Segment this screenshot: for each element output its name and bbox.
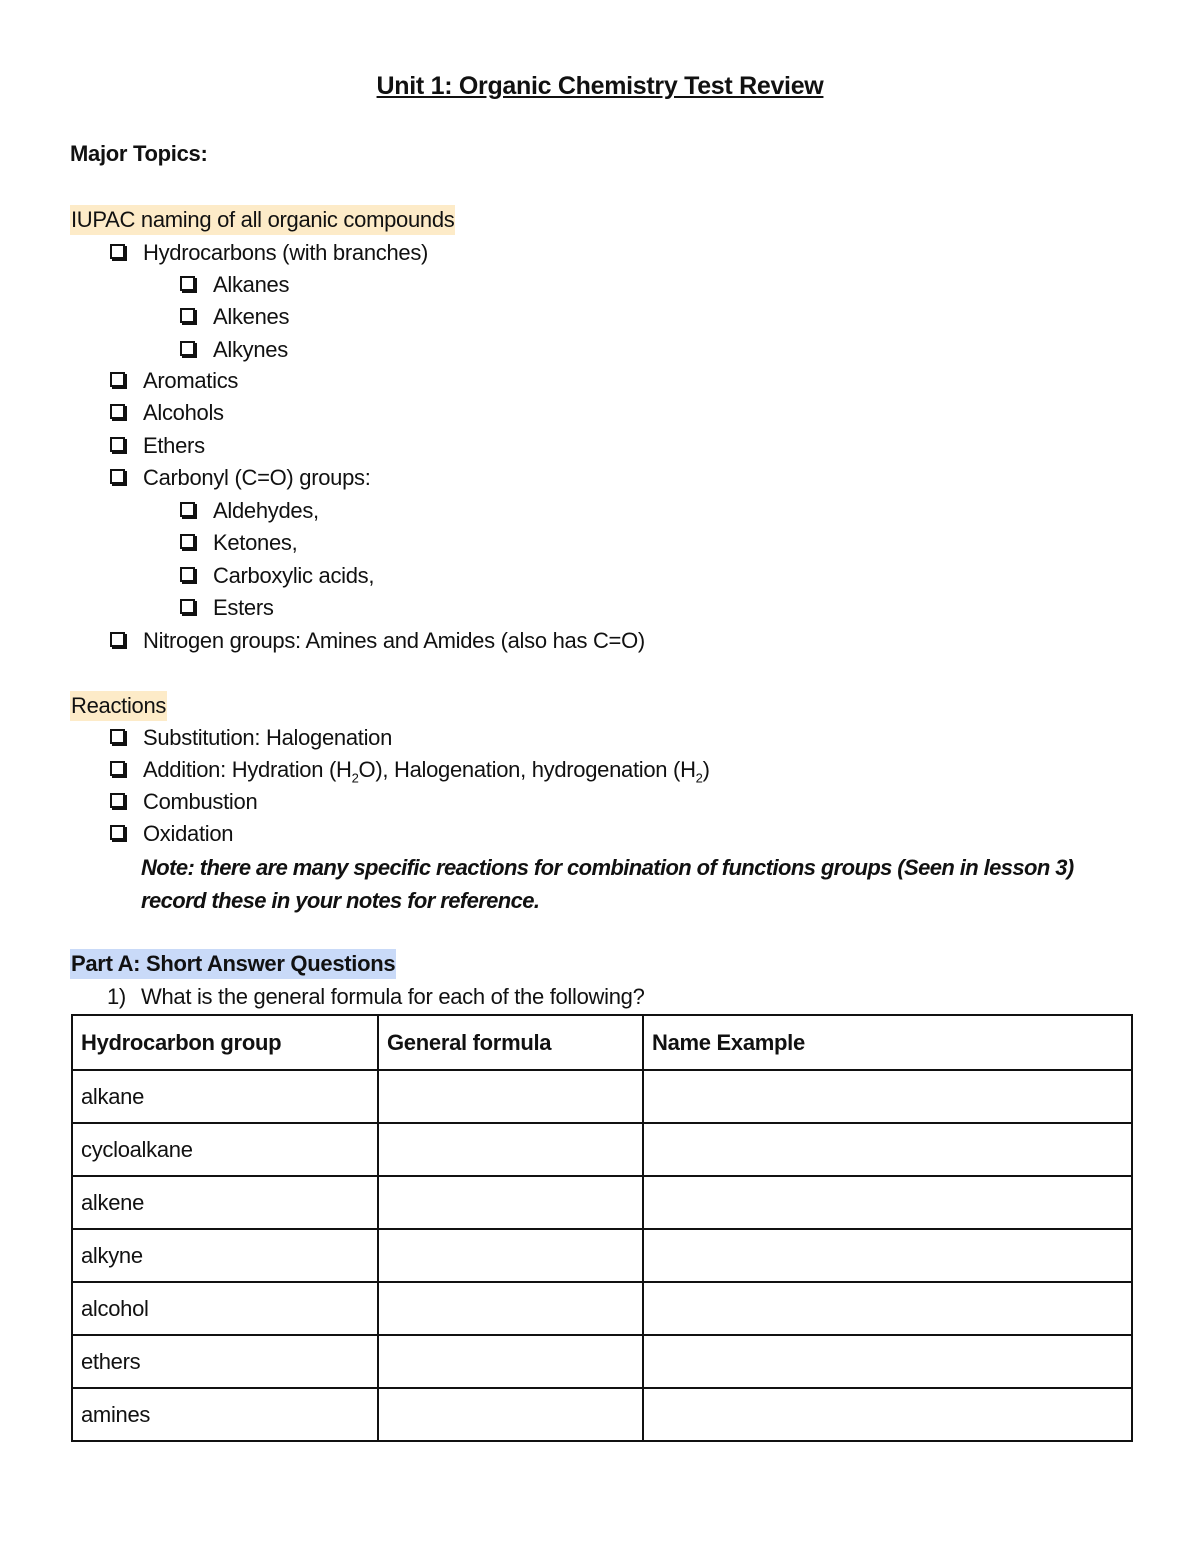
table-row	[72, 1070, 1132, 1123]
checkbox-icon	[110, 761, 125, 776]
list-item-ethers	[110, 430, 205, 462]
list-item-combustion	[110, 786, 257, 818]
list-item-hydrocarbons	[110, 237, 428, 269]
table-row	[72, 1282, 1132, 1335]
checkbox-icon	[110, 437, 125, 452]
header-general-formula: General formula	[378, 1015, 643, 1070]
checkbox-icon	[180, 308, 195, 323]
checkbox-icon	[110, 632, 125, 647]
checkbox-icon	[110, 372, 125, 387]
checkbox-icon	[110, 793, 125, 808]
row-label: alkene	[72, 1176, 378, 1229]
list-item-oxidation	[110, 818, 233, 850]
item-label: Carbonyl (C=O) groups:	[143, 465, 371, 490]
question-1	[107, 981, 645, 1013]
row-label: ethers	[72, 1335, 378, 1388]
row-label: alkane	[72, 1070, 378, 1123]
checkbox-icon	[180, 502, 195, 517]
header-hydrocarbon-group: Hydrocarbon group	[72, 1015, 378, 1070]
formula-cell[interactable]	[378, 1229, 643, 1282]
checkbox-icon	[110, 825, 125, 840]
item-label: Oxidation	[143, 821, 234, 846]
formula-cell[interactable]	[378, 1388, 643, 1441]
item-label: Ketones,	[213, 530, 298, 555]
list-item-alkanes	[180, 269, 289, 301]
list-item-alkynes	[180, 334, 288, 366]
list-item-carboxylic-acids	[180, 560, 374, 592]
page-title: Unit 1: Organic Chemistry Test Review	[376, 72, 824, 100]
checkbox-icon	[110, 404, 125, 419]
list-item-alcohols	[110, 397, 224, 429]
formula-cell[interactable]	[378, 1176, 643, 1229]
item-label: Substitution: Halogenation	[143, 725, 393, 750]
checkbox-icon	[180, 276, 195, 291]
question-text: What is the general formula for each of the following?	[141, 984, 645, 1009]
example-cell[interactable]	[643, 1176, 1132, 1229]
list-item-nitrogen	[110, 625, 645, 657]
table-row	[72, 1335, 1132, 1388]
item-label: Nitrogen groups: Amines and Amides (also has C=O)	[143, 628, 645, 653]
checkbox-icon	[180, 599, 195, 614]
item-label: Combustion	[143, 789, 258, 814]
item-label: Hydrocarbons (with branches)	[143, 240, 429, 265]
example-cell[interactable]	[643, 1123, 1132, 1176]
list-item-aromatics	[110, 365, 238, 397]
item-label: Alkenes	[213, 304, 290, 329]
row-label: amines	[72, 1388, 378, 1441]
table-row	[72, 1123, 1132, 1176]
row-label: cycloalkane	[72, 1123, 378, 1176]
item-label: Ethers	[143, 433, 205, 458]
row-label: alcohol	[72, 1282, 378, 1335]
checkbox-icon	[180, 341, 195, 356]
checkbox-icon	[180, 534, 195, 549]
reactions-note: Note: there are many specific reactions for combination of functions groups (Seen in lesson 3) record these in your notes for reference.	[141, 855, 1074, 913]
item-label: Aldehydes,	[213, 498, 319, 523]
item-label: Esters	[213, 595, 274, 620]
formula-table	[71, 1014, 1133, 1442]
item-label: Alkynes	[213, 337, 288, 362]
item-label: Carboxylic acids,	[213, 563, 375, 588]
formula-cell[interactable]	[378, 1123, 643, 1176]
list-item-esters	[180, 592, 274, 624]
formula-cell[interactable]	[378, 1335, 643, 1388]
example-cell[interactable]	[643, 1070, 1132, 1123]
item-label: Alkanes	[213, 272, 290, 297]
row-label: alkyne	[72, 1229, 378, 1282]
item-label: Aromatics	[143, 368, 239, 393]
list-item-alkenes	[180, 301, 289, 333]
example-cell[interactable]	[643, 1388, 1132, 1441]
question-number: 1)	[107, 984, 126, 1009]
list-item-carbonyl	[110, 462, 371, 494]
table-row	[72, 1176, 1132, 1229]
checkbox-icon	[110, 244, 125, 259]
table-header-row	[72, 1015, 1132, 1070]
formula-cell[interactable]	[378, 1070, 643, 1123]
list-item-aldehydes	[180, 495, 319, 527]
major-topics-heading: Major Topics:	[70, 141, 208, 166]
list-item-ketones	[180, 527, 297, 559]
list-item-substitution	[110, 722, 392, 754]
reactions-heading: Reactions	[70, 691, 167, 721]
item-label: Addition: Hydration $(H_2O)$, Halogenation, hydrogenation $(H_2)$	[143, 757, 710, 786]
header-name-example: Name Example	[643, 1015, 1132, 1070]
part-a-heading: Part A: Short Answer Questions	[70, 949, 396, 979]
example-cell[interactable]	[643, 1335, 1132, 1388]
checkbox-icon	[110, 469, 125, 484]
table-row	[72, 1229, 1132, 1282]
checkbox-icon	[180, 567, 195, 582]
example-cell[interactable]	[643, 1229, 1132, 1282]
example-cell[interactable]	[643, 1282, 1132, 1335]
formula-cell[interactable]	[378, 1282, 643, 1335]
iupac-heading: IUPAC naming of all organic compounds	[70, 205, 455, 235]
checkbox-icon	[110, 729, 125, 744]
table-row	[72, 1388, 1132, 1441]
item-label: Alcohols	[143, 400, 224, 425]
